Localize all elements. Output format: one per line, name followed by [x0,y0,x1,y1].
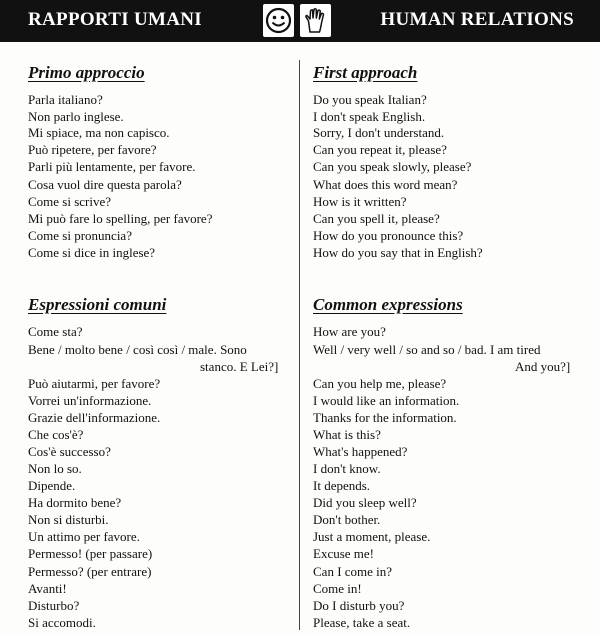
phrase-line: Come in! [313,581,362,596]
smiley-face-icon [263,4,294,37]
phrase-line: How are you? [313,324,386,339]
phrase-line: Può ripetere, per favore? [28,142,157,157]
phrase-line: Avanti! [28,581,67,596]
phrase-line: Parli più lentamente, per favore. [28,159,196,174]
phrase-line: Come si dice in inglese? [28,245,156,260]
phrase-line: Mi può fare lo spelling, per favore? [28,211,213,226]
phrase-line: Permesso? (per entrare) [28,564,152,579]
section-heading-espressioni-comuni: Espressioni comuni [28,295,167,314]
phrase-line: Mi spiace, ma non capisco. [28,125,170,140]
phrase-line: Un attimo per favore. [28,529,140,544]
phrase-line: It depends. [313,478,371,493]
phrase-line: Please, take a seat. [313,615,411,630]
phrase-line: Bene / molto bene / così così / male. Sono [28,342,247,357]
phrase-line: Well / very well / so and so / bad. I am tired [313,342,541,357]
phrase-line: I don't know. [313,461,381,476]
header-title-italian: RAPPORTI UMANI [28,9,202,30]
phrase-line: Cos'è successo? [28,444,111,459]
phrase-line: How is it written? [313,194,407,209]
raised-hand-icon [300,4,331,37]
phrase-line: stanco. E Lei?] [200,359,279,374]
phrase-line: Do you speak Italian? [313,92,427,107]
phrase-line: Don't bother. [313,512,381,527]
page-header [0,0,600,42]
section-heading-common-expressions: Common expressions [313,295,463,314]
phrase-line: What is this? [313,427,381,442]
phrase-line: Parla italiano? [28,92,103,107]
phrase-line: Dipende. [28,478,76,493]
phrase-line: Just a moment, please. [313,529,431,544]
section-heading-primo-approccio: Primo approccio [28,63,145,82]
phrase-line: Can you speak slowly, please? [313,159,472,174]
phrase-line: Non si disturbi. [28,512,109,527]
phrase-line: Can you help me, please? [313,376,447,391]
phrase-line: Come si pronuncia? [28,228,132,243]
phrase-line: Non parlo inglese. [28,109,124,124]
phrase-line: Può aiutarmi, per favore? [28,376,161,391]
phrase-line: Can you repeat it, please? [313,142,447,157]
phrase-line: Non lo so. [28,461,82,476]
phrase-line: Permesso! (per passare) [28,546,153,561]
phrase-line: Do I disturb you? [313,598,405,613]
phrase-line: Come si scrive? [28,194,112,209]
phrase-line: What's happened? [313,444,408,459]
phrase-line: Thanks for the information. [313,410,457,425]
section-heading-first-approach: First approach [313,63,418,82]
phrase-line: Disturbo? [28,598,80,613]
phrase-line: What does this word mean? [313,177,458,192]
phrase-line: Did you sleep well? [313,495,417,510]
phrase-line: Come sta? [28,324,83,339]
phrase-line: Si accomodi. [28,615,96,630]
phrase-line: I would like an information. [313,393,460,408]
phrase-line: Excuse me! [313,546,375,561]
phrase-line: Vorrei un'informazione. [28,393,152,408]
phrase-line: How do you say that in English? [313,245,483,260]
phrase-line: Ha dormito bene? [28,495,122,510]
phrase-line: Sorry, I don't understand. [313,125,445,140]
header-title-english: HUMAN RELATIONS [380,9,574,30]
column-divider [299,60,300,630]
phrase-line: Che cos'è? [28,427,84,442]
phrase-line: I don't speak English. [313,109,426,124]
phrase-line: How do you pronounce this? [313,228,464,243]
phrase-line: Can you spell it, please? [313,211,440,226]
phrase-line: Grazie dell'informazione. [28,410,161,425]
phrase-line: Cosa vuol dire questa parola? [28,177,182,192]
phrase-line: Can I come in? [313,564,393,579]
phrase-line: And you?] [515,359,571,374]
